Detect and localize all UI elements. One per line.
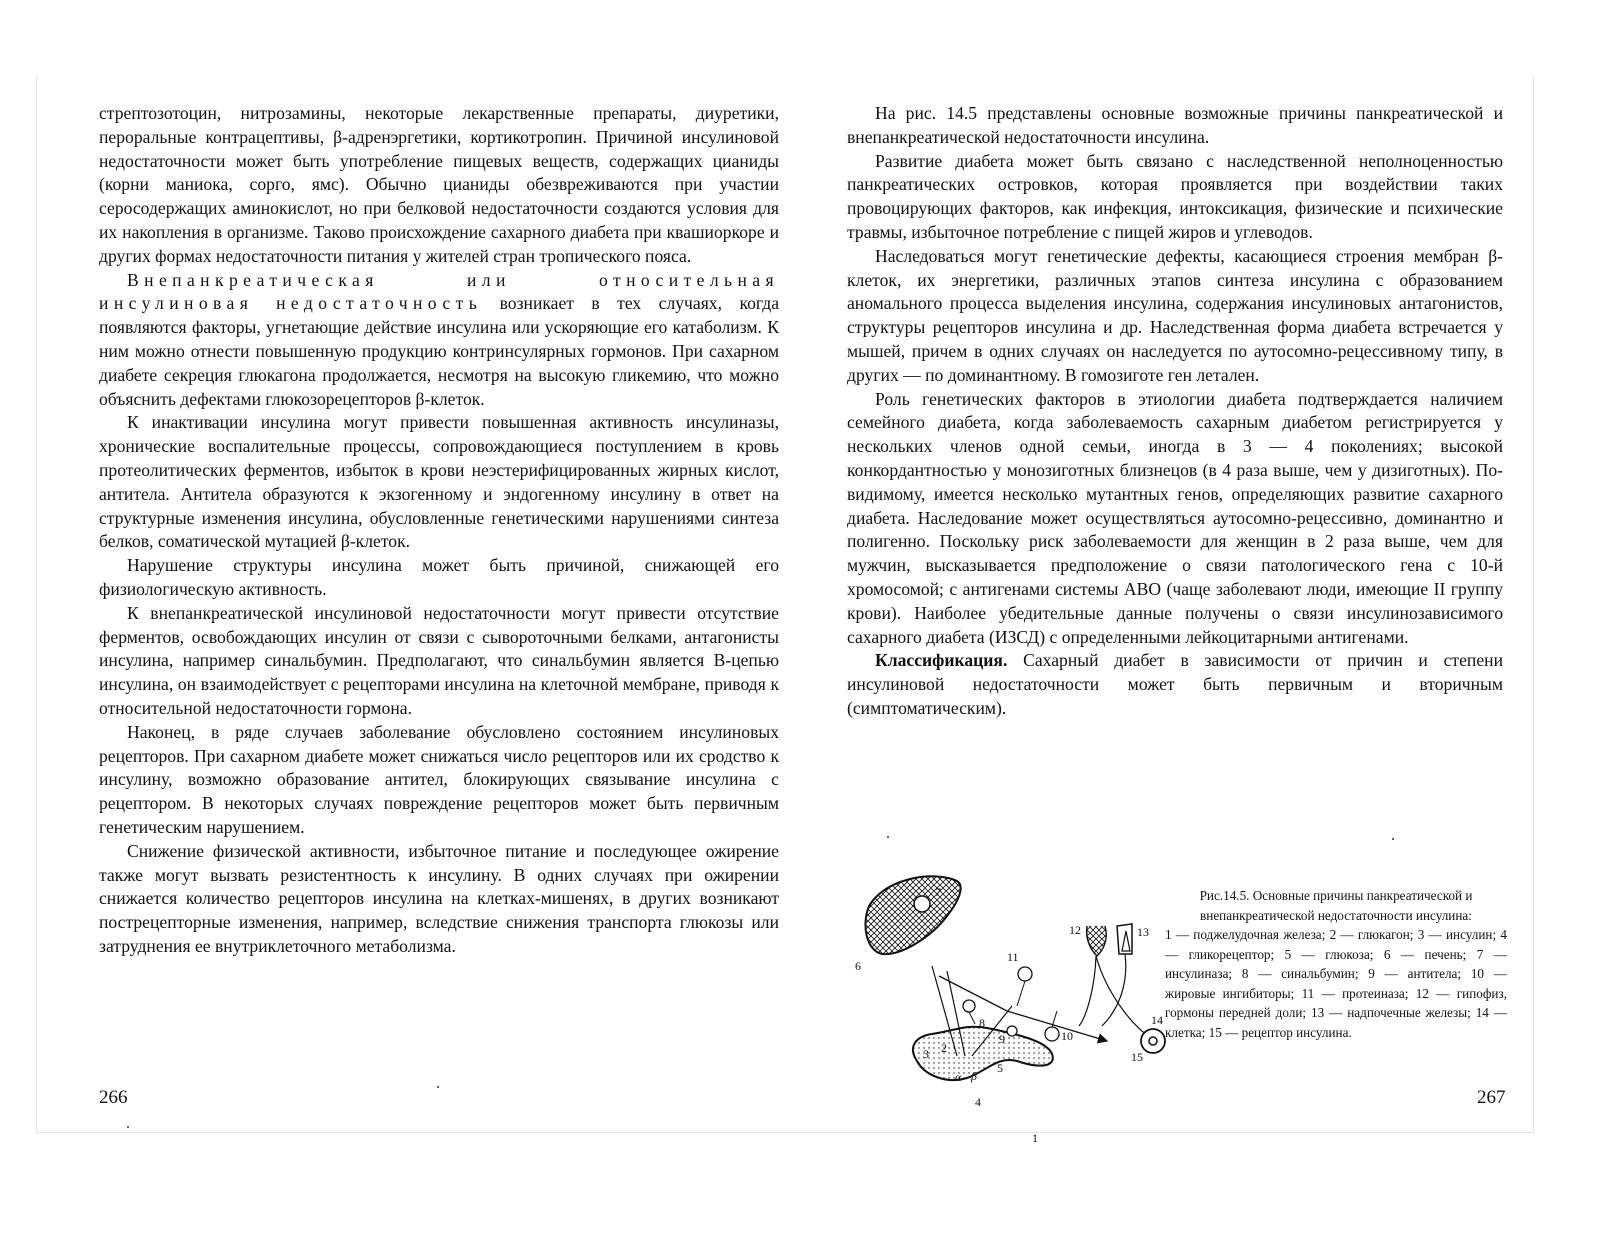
figure-caption [1165,886,1507,1042]
left-page [99,102,779,959]
label-beta: β [971,1069,977,1083]
paragraph: Наследоваться могут генетические дефекты, касающиеся строения мембран β-клеток, их энергетики, различных этапов синтеза инсулина с образованием аномального процесса выделения инсулина, содержания инсулиновых антагонистов, структуры рецепторов инсулина и др. Наследственная форма диабета встречается у мышей, причем в одних случаях он наследуется по аутосомно-рецессивному типу, в других — по доминантному. В гомозиготе ген летален. [847,245,1503,385]
paragraph-with-spaced-term [99,269,779,412]
label-9: 9 [999,1032,1005,1046]
label-12: 12 [1069,923,1081,937]
bold-term: Классификация. [875,650,1008,671]
paragraph: К инактивации инсулина могут привести повышенная активность инсулиназы, хронические воспалительные процессы, сопровождающиеся поступлением в кровь протеолитических ферментов, избыток в крови неэстерифицированных жирных кислот, антитела. Антитела образуются к экзогенному и эндогенному инсулину в ответ на структурные изменения инсулина, обусловленные генетическими нарушениями синтеза белков, соматической мутацией β-клеток. [99,412,779,552]
label-6: 6 [855,959,861,973]
caption-legend: 1 — поджелудочная железа; 2 — глюкагон; 3 — инсулин; 4 — гликорецептор; 5 — глюкоза; 6 — печень; 7 — инсулиназа; 8 — синальбумин; 9 — антитела; 10 — жировые ингибиторы; 11 — протеиназа; 12 — гипофиз, гормоны передней доли; 13 — надпочечные железы; 14 — клетка; 15 — рецептор инсулина. [1165,927,1507,1040]
paragraph-text: Сахарный диабет в зависимости от причин и степени инсулиновой недостаточности может быть первичным и вторичным (симптоматическим). [847,650,1503,718]
page-number-left: 266 [99,1087,128,1108]
paragraph: Развитие диабета может быть связано с наследственной неполноценностью панкреатических островков, которая проявляется при воздействии таких провоцирующих факторов, как инфекция, интоксикация, физические и психические травмы, избыточное потребление с пищей жиров и углеводов. [847,150,1503,242]
label-alpha: α [955,1070,962,1084]
node-8 [963,1000,975,1012]
label-3: 3 [923,1047,929,1061]
label-2: 2 [941,1041,947,1055]
label-7: 7 [935,885,941,899]
scan-speck [1392,838,1394,840]
node-7 [914,896,930,912]
caption-title: Рис.14.5. Основные причины панкреатической и внепанкреатической недостаточности инсулина: [1199,888,1473,923]
label-15: 15 [1131,1050,1143,1064]
paragraph: К внепанкреатической инсулиновой недостаточности могут привести отсутствие ферментов, освобождающих инсулин от связи с сывороточными белками, антагонисты инсулина, например синальбумин. Предполагают, что синальбумин является В-цепью инсулина, он взаимодействует с рецепторами инсулина на клеточной мембране, приводя к относительной недостаточности гормона. [99,602,779,718]
paragraph: Снижение физической активности, избыточное питание и последующее ожирение также могут вызвать резистентность к инсулину. В одних случаях при ожирении снижается количество рецепторов инсулина на клетках-мишенях, в других возникают пострецепторные изменения, например, вследствие снижения транспорта глюкозы или затруднения ее внутриклеточного метаболизма. [99,840,779,956]
label-14: 14 [1151,1013,1163,1027]
scan-speck [437,1086,439,1088]
label-4: 4 [975,1095,981,1109]
right-page [847,102,1503,721]
node-11 [1018,967,1032,981]
pituitary-shape [1087,926,1107,956]
paragraph: стрептозотоцин, нитрозамины, некоторые лекарственные препараты, диуретики, пероральные контрацептивы, β-адренэргетики, кортикотропин. Причиной инсулиновой недостаточности может быть употребление пищевых веществ, содержащих цианиды (корни маниока, сорго, ямс). Обычно цианиды обезвреживаются при участии серосодержащих аминокислот, но при белковой недостаточности создаются условия для их накопления в организме. Таково происхождение сахарного диабета при квашиоркоре и других формах недостаточности питания у жителей стран тропического пояса. [99,103,779,266]
paragraph-text: возникает в тех случаях, когда появляются факторы, угнетающие действие инсулина или ускоряющие его катаболизм. К ним можно отнести повышенную продукцию контринсулярных гормонов. При сахарном диабете секреция глюкагона продолжается, несмотря на высокую гликемию, что можно объяснить дефектами глюкозорецепторов β-клеток. [99,293,779,409]
paragraph: Роль генетических факторов в этиологии диабета подтверждается наличием семейного диабета, когда заболеваемость сахарным диабетом регистрируется у нескольких членов одной семьи, иногда в 3 — 4 поколениях; высокой конкордантностью у монозиготных близнецов (в 4 раза выше, чем у дизиготных). По-видимому, имеется несколько мутантных генов, определяющих развитие сахарного диабета. Наследование может осуществляться аутосомно-рецессивно, доминантно и полигенно. Поскольку риск заболеваемости для женщин в 2 раза выше, чем для мужчин, высказывается предположение о связи патологического гена с 10-й хромосомой; с антигенами системы АВО (чаще заболевают люди, имеющие II группу крови). Наиболее убедительные данные получены о связи инсулинозависимого сахарного диабета (ИЗСД) с определенными лейкоцитарными антигенами. [847,388,1503,647]
label-10: 10 [1061,1029,1073,1043]
paragraph-with-bold-term [847,649,1503,720]
label-1: 1 [1032,1131,1038,1145]
book-spread [36,76,1534,1145]
node-10 [1045,1027,1059,1041]
liver-shape [865,876,960,954]
page-number-right: 267 [1477,1087,1506,1108]
paragraph: Нарушение структуры инсулина может быть причиной, снижающей его физиологическую активность. [99,555,779,599]
scan-speck [127,1126,129,1128]
label-13: 13 [1137,925,1149,939]
pancreas-shape [913,1027,1053,1080]
diagram [847,846,1165,1145]
spaced-term: Внепанкреатическая или относительная инсулиновая недостаточность [99,269,779,314]
scan-speck [887,836,889,838]
node-9 [1007,1026,1017,1036]
paragraph: Наконец, в ряде случаев заболевание обусловлено состоянием инсулиновых рецепторов. При сахарном диабете может снижаться число рецепторов или их сродство к инсулину, возможно образование антител, блокирующих связывание инсулина с рецептором. В некоторых случаях повреждение рецепторов может быть первичным генетическим нарушением. [99,721,779,837]
label-8: 8 [979,1016,985,1030]
paragraph: На рис. 14.5 представлены основные возможные причины панкреатической и внепанкреатической недостаточности инсулина. [847,103,1503,147]
label-5: 5 [997,1061,1003,1075]
label-11: 11 [1007,950,1019,964]
